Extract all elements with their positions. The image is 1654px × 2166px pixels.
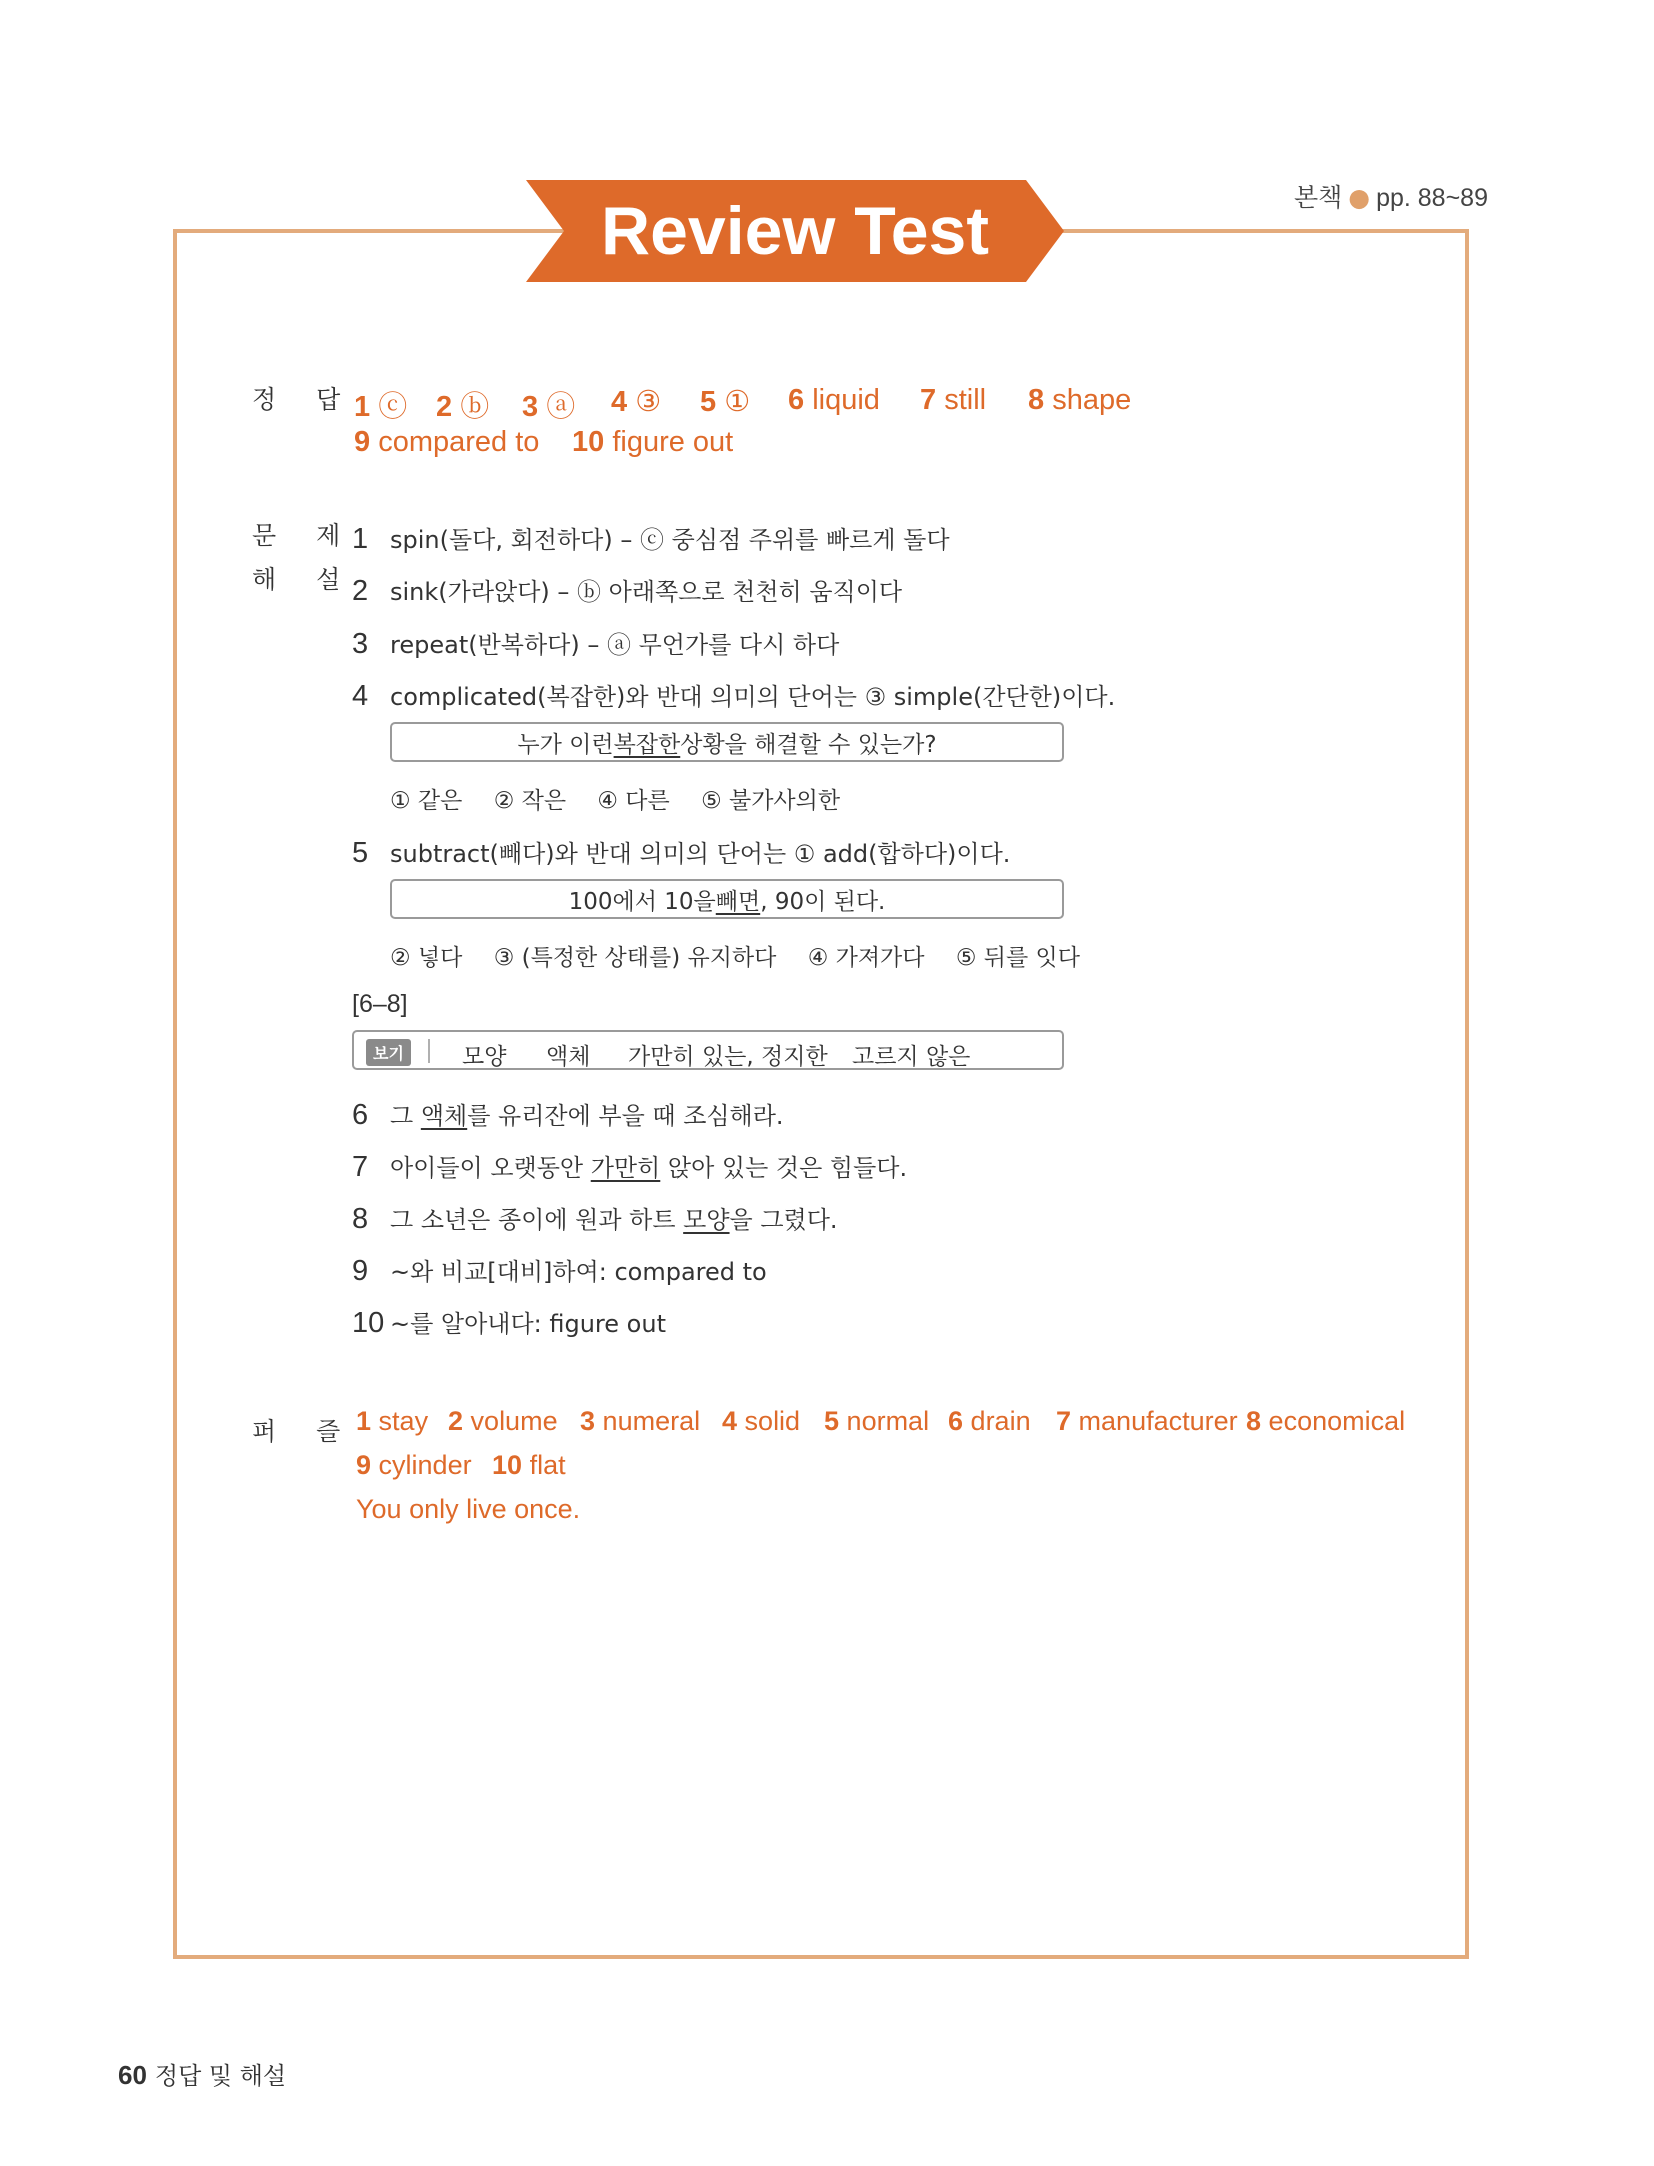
underlined-word: 모양 [683, 1206, 730, 1234]
underlined-word: 가만히 [590, 1154, 661, 1182]
explanation-item-4: 4 complicated(복잡한)와 반대 의미의 단어는 ③ simple(간단한)이다. [352, 680, 1116, 712]
page-reference [1294, 178, 1488, 214]
option: ② 넣다 [390, 945, 463, 971]
bullet-dot-icon: ● [1348, 183, 1371, 212]
answer-item: 5 ① [700, 386, 751, 418]
explanation-item-9: 9 ~와 비교[대비]하여: compared to [352, 1255, 767, 1287]
page-title: Review Test [600, 193, 989, 269]
underlined-word: 액체 [420, 1102, 468, 1130]
option: ② 작은 [493, 788, 567, 814]
puzzle-phrase: You only live once. [356, 1494, 581, 1524]
option: ⑤ 뒤를 잇다 [955, 945, 1080, 971]
puzzle-item: 8 economical [1246, 1406, 1406, 1436]
puzzle-item: 10 flat [492, 1450, 566, 1480]
puzzle-item: 4 solid [722, 1406, 801, 1436]
puzzle-item: 2 volume [448, 1406, 558, 1436]
answer-item: 1 ⓒ [354, 391, 408, 423]
option: ④ 다른 [597, 788, 670, 814]
divider [428, 1039, 430, 1063]
answer-item: 6 liquid [788, 384, 880, 416]
page-number: 60 [118, 2060, 147, 2090]
answer-item: 4 ③ [611, 386, 662, 418]
page-footer [118, 2056, 286, 2091]
explanation-item-10: 10 ~를 알아내다: figure out [352, 1307, 666, 1339]
answer-item: 8 shape [1028, 384, 1132, 416]
explanation-label-2: 해 설 [252, 565, 357, 594]
bogi-word: 액체 [546, 1044, 591, 1070]
answer-item: 3 ⓐ [522, 391, 576, 423]
puzzle-label: 퍼 즐 [252, 1417, 357, 1446]
explanation-label-1: 문 제 [252, 521, 357, 550]
underlined-word: 빼면 [715, 888, 761, 915]
puzzle-item: 6 drain [948, 1406, 1031, 1436]
explanation-item-3: 3 repeat(반복하다) – ⓐ 무언가를 다시 하다 [352, 628, 840, 660]
answer-item: 2 ⓑ [436, 391, 490, 423]
page-ref-pages: pp. 88~89 [1376, 184, 1488, 212]
explanation-item-2: 2 sink(가라앉다) – ⓑ 아래쪽으로 천천히 움직이다 [352, 575, 903, 607]
answer-item: 7 still [920, 384, 987, 416]
puzzle-item: 7 manufacturer [1056, 1406, 1238, 1436]
explanation-item-8: 8 그 소년은 종이에 원과 하트 모양을 그렸다. [352, 1203, 838, 1235]
range-label: [6–8] [352, 990, 408, 1018]
puzzle-item: 5 normal [824, 1406, 930, 1436]
explanation-item-1: 1 spin(돌다, 회전하다) – ⓒ 중심점 주위를 빠르게 돌다 [352, 523, 950, 555]
answers-label: 정 답 [252, 385, 357, 414]
option: ① 같은 [390, 788, 463, 814]
option: ③ (특정한 상태를) 유지하다 [493, 945, 777, 971]
page-ref-prefix: 본책 [1293, 183, 1343, 212]
bogi-tag: 보기 [366, 1039, 411, 1066]
explanation-item-7: 7 아이들이 오랫동안 가만히 앉아 있는 것은 힘들다. [352, 1151, 908, 1183]
explanation-item-5: 5 subtract(빼다)와 반대 의미의 단어는 ① add(합하다)이다. [352, 837, 1011, 869]
bogi-box [352, 1030, 1064, 1070]
options-5 [390, 939, 1104, 972]
option: ⑤ 불가사의한 [701, 788, 841, 814]
example-sentence-box-5: 100에서 10을 빼면 , 90이 된다. [390, 879, 1064, 919]
underlined-word: 복잡한 [613, 731, 681, 758]
example-sentence-box-4: 누가 이런 복잡한 상황을 해결할 수 있는가? [390, 722, 1064, 762]
footer-text: 정답 및 해설 [154, 2062, 287, 2090]
option: ④ 가져가다 [807, 945, 925, 971]
bogi-word: 고르지 않은 [852, 1044, 971, 1070]
answer-item: 10 figure out [572, 426, 734, 458]
answer-item: 9 compared to [354, 426, 540, 458]
puzzle-item: 9 cylinder [356, 1450, 472, 1480]
puzzle-item: 1 stay [356, 1406, 429, 1436]
content-frame [173, 229, 1469, 1959]
explanation-item-6: 6 그 액체를 유리잔에 부을 때 조심해라. [352, 1099, 784, 1131]
bogi-word: 모양 [462, 1044, 507, 1070]
options-4 [390, 782, 864, 815]
bogi-word: 가만히 있는, 정지한 [628, 1044, 828, 1070]
puzzle-item: 3 numeral [580, 1406, 701, 1436]
